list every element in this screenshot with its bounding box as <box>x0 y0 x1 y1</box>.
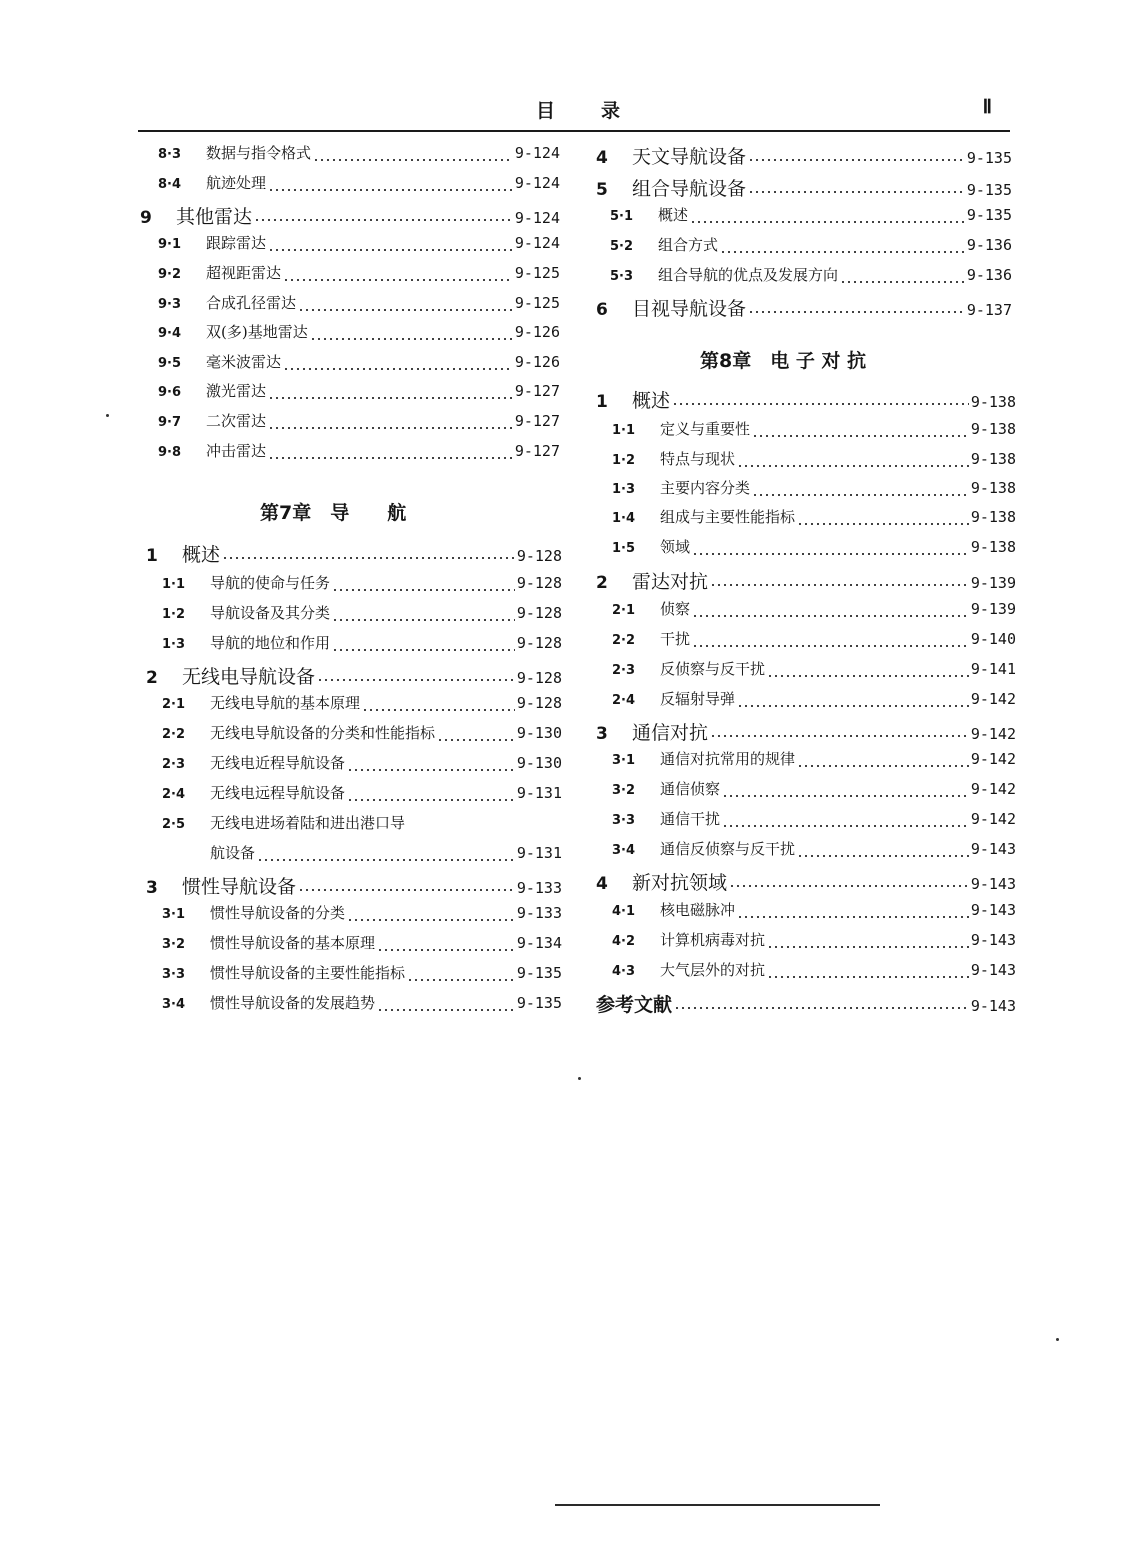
toc-leader-dots <box>222 557 515 559</box>
toc-entry-page: 9-128 <box>516 547 562 565</box>
toc-entry <box>146 540 562 566</box>
toc-entry <box>158 351 560 377</box>
toc-leader-dots <box>729 885 969 887</box>
toc-leader-dots <box>377 1009 515 1011</box>
toc-entry-page: 9-138 <box>970 420 1016 438</box>
toc-entry-page: 9-124 <box>514 209 560 227</box>
toc-entry-page: 9-124 <box>514 144 560 162</box>
toc-leader-dots <box>347 769 515 771</box>
toc-entry-page: 9-126 <box>514 323 560 341</box>
toc-leader-dots <box>332 619 515 621</box>
toc-entry <box>162 722 562 748</box>
toc-entry-number: 2·4 <box>162 787 186 802</box>
toc-entry-number: 4 <box>596 874 608 894</box>
toc-entry-number: 2·5 <box>162 817 186 832</box>
toc-entry-page: 9-142 <box>970 780 1016 798</box>
toc-entry <box>612 477 1016 503</box>
toc-entry-number: 2·1 <box>162 697 186 712</box>
toc-entry-page: 9-128 <box>516 574 562 592</box>
toc-entry-page: 9-130 <box>516 754 562 772</box>
toc-entry-title: 无线电进场着陆和进出港口导 <box>210 814 406 832</box>
toc-entry-title: 超视距雷达 <box>206 264 282 282</box>
toc-leader-dots <box>710 735 969 737</box>
toc-entry-title: 组合方式 <box>658 236 719 254</box>
toc-entry-number: 1·3 <box>162 637 186 652</box>
toc-leader-dots <box>748 159 965 161</box>
toc-leader-dots <box>797 855 969 857</box>
toc-entry-page: 9-138 <box>970 450 1016 468</box>
toc-entry-page: 9-128 <box>516 604 562 622</box>
toc-entry-page: 9-142 <box>970 690 1016 708</box>
toc-entry-number: 3 <box>146 878 158 898</box>
toc-entry-number: 9·1 <box>158 237 182 252</box>
toc-entry-title: 概述 <box>632 390 671 412</box>
toc-entry-title: 导航的使命与任务 <box>210 574 331 592</box>
toc-leader-dots <box>722 825 969 827</box>
toc-entry-number: 1 <box>146 546 158 566</box>
toc-entry <box>158 262 560 288</box>
toc-entry <box>158 292 560 318</box>
toc-entry-page: 9-133 <box>516 879 562 897</box>
toc-leader-dots <box>268 189 513 191</box>
toc-entry-page: 9-133 <box>516 904 562 922</box>
toc-entry <box>162 932 562 958</box>
toc-entry-number: 1·4 <box>612 511 636 526</box>
toc-entry-page: 9-139 <box>970 600 1016 618</box>
toc-leader-dots <box>737 705 969 707</box>
toc-leader-dots <box>332 649 515 651</box>
toc-entry-number: 1 <box>596 392 608 412</box>
toc-entry-number: 3·2 <box>612 783 636 798</box>
toc-entry-title: 计算机病毒对抗 <box>660 931 766 949</box>
toc-entry-page: 9-124 <box>514 234 560 252</box>
toc-leader-dots <box>257 859 515 861</box>
toc-entry-number: 4·1 <box>612 904 636 919</box>
toc-entry-number: 3·3 <box>612 813 636 828</box>
toc-entry-page: 9-124 <box>514 174 560 192</box>
toc-leader-dots <box>254 219 513 221</box>
toc-entry-number: 9·5 <box>158 356 182 371</box>
toc-entry-page: 9-143 <box>970 997 1016 1015</box>
toc-leader-dots <box>692 645 969 647</box>
toc-entry-title: 无线电导航设备 <box>182 666 316 688</box>
toc-entry-number: 3·2 <box>162 937 186 952</box>
toc-entry <box>158 142 560 168</box>
toc-entry-title: 合成孔径雷达 <box>206 294 297 312</box>
toc-entry-page: 9-134 <box>516 934 562 952</box>
toc-entry-number: 5·1 <box>610 209 634 224</box>
toc-entry-title: 通信对抗 <box>632 722 709 744</box>
toc-entry-title: 通信反侦察与反干扰 <box>660 840 796 858</box>
toc-entry-page: 9-138 <box>970 479 1016 497</box>
toc-entry-number: 3·1 <box>162 907 186 922</box>
toc-leader-dots <box>748 311 965 313</box>
toc-leader-dots <box>268 427 513 429</box>
toc-entry-title: 天文导航设备 <box>632 146 747 168</box>
toc-entry-title: 二次雷达 <box>206 412 267 430</box>
toc-leader-dots <box>268 397 513 399</box>
footer-divider <box>555 1504 880 1506</box>
toc-entry-page: 9-138 <box>970 508 1016 526</box>
toc-leader-dots <box>737 465 969 467</box>
toc-entry-number: 9 <box>140 208 152 228</box>
toc-entry-page: 9-143 <box>970 901 1016 919</box>
toc-entry-number: 5·2 <box>610 239 634 254</box>
toc-entry-page: 9-125 <box>514 294 560 312</box>
scan-speck <box>578 1077 581 1080</box>
toc-entry <box>158 440 560 466</box>
toc-entry <box>162 782 562 808</box>
toc-leader-dots <box>692 615 969 617</box>
toc-entry-number: 2·2 <box>162 727 186 742</box>
toc-entry-page: 9-142 <box>970 725 1016 743</box>
toc-entry-title: 干扰 <box>660 630 691 648</box>
toc-entry <box>162 812 562 838</box>
toc-leader-dots <box>283 279 513 281</box>
toc-leader-dots <box>690 221 965 223</box>
toc-entry-title: 反侦察与反干扰 <box>660 660 766 678</box>
toc-entry-title: 冲击雷达 <box>206 442 267 460</box>
toc-entry <box>596 567 1016 593</box>
toc-entry-page: 9-131 <box>516 844 562 862</box>
toc-entry-number: 3·4 <box>612 843 636 858</box>
toc-entry-title: 通信干扰 <box>660 810 721 828</box>
toc-entry-page: 9-143 <box>970 931 1016 949</box>
toc-entry-number: 2·2 <box>612 633 636 648</box>
toc-entry <box>158 410 560 436</box>
toc-entry-number: 1·1 <box>162 577 186 592</box>
toc-entry-title: 其他雷达 <box>176 206 253 228</box>
toc-entry-title: 毫米波雷达 <box>206 353 282 371</box>
toc-entry-number: 9·8 <box>158 445 182 460</box>
toc-entry-page: 9-125 <box>514 264 560 282</box>
toc-leader-dots <box>748 191 965 193</box>
toc-entry <box>162 752 562 778</box>
toc-entry <box>162 902 562 928</box>
toc-entry-page: 9-128 <box>516 694 562 712</box>
toc-entry-number: 9·3 <box>158 297 182 312</box>
toc-entry-title: 导航设备及其分类 <box>210 604 331 622</box>
toc-entry-number: 4·3 <box>612 964 636 979</box>
toc-entry-number: 3·3 <box>162 967 186 982</box>
toc-entry-title: 目视导航设备 <box>632 298 747 320</box>
scan-speck <box>106 414 109 417</box>
toc-entry-page: 9-135 <box>966 149 1012 167</box>
toc-entry <box>596 868 1016 894</box>
toc-entry-page: 9-140 <box>970 630 1016 648</box>
toc-entry-number: 8·3 <box>158 147 182 162</box>
toc-entry-title: 领域 <box>660 538 691 556</box>
toc-leader-dots <box>298 309 513 311</box>
toc-entry-title: 跟踪雷达 <box>206 234 267 252</box>
toc-entry-number: 5 <box>596 180 608 200</box>
toc-entry-page: 9-135 <box>516 964 562 982</box>
toc-entry <box>162 692 562 718</box>
toc-entry-number: 1·2 <box>162 607 186 622</box>
toc-entry-number: 1·3 <box>612 482 636 497</box>
toc-entry-title: 参考文献 <box>596 994 673 1016</box>
toc-entry-number: 9·4 <box>158 326 182 341</box>
toc-entry-title: 侦察 <box>660 600 691 618</box>
toc-entry-number: 2·4 <box>612 693 636 708</box>
toc-entry <box>146 662 562 688</box>
toc-entry-title: 组成与主要性能指标 <box>660 508 796 526</box>
toc-leader-dots <box>377 949 515 951</box>
toc-entry-number: 9·6 <box>158 385 182 400</box>
toc-entry-title: 航迹处理 <box>206 174 267 192</box>
toc-entry <box>612 628 1016 654</box>
toc-leader-dots <box>407 979 515 981</box>
toc-entry <box>610 264 1012 290</box>
toc-leader-dots <box>767 946 969 948</box>
toc-entry <box>162 992 562 1018</box>
toc-entry <box>146 872 562 898</box>
toc-entry <box>612 808 1016 834</box>
toc-leader-dots <box>268 249 513 251</box>
header-title: 目录 <box>536 100 667 122</box>
toc-entry-number: 1·5 <box>612 541 636 556</box>
toc-entry-title: 通信侦察 <box>660 780 721 798</box>
toc-entry-number: 1·1 <box>612 423 636 438</box>
toc-entry-page: 9-128 <box>516 634 562 652</box>
toc-entry-number: 4 <box>596 148 608 168</box>
toc-entry-page: 9-138 <box>970 393 1016 411</box>
toc-entry <box>612 959 1016 985</box>
toc-entry-title: 惯性导航设备的主要性能指标 <box>210 964 406 982</box>
toc-leader-dots <box>752 435 969 437</box>
toc-entry-title: 导航的地位和作用 <box>210 634 331 652</box>
toc-entry-number: 4·2 <box>612 934 636 949</box>
toc-entry-page: 9-136 <box>966 266 1012 284</box>
toc-entry-page: 9-139 <box>970 574 1016 592</box>
toc-entry <box>596 990 1016 1016</box>
page-header <box>138 96 1010 124</box>
toc-entry <box>596 386 1016 412</box>
toc-entry-number: 2·3 <box>162 757 186 772</box>
toc-entry-title: 主要内容分类 <box>660 479 751 497</box>
toc-leader-dots <box>692 553 969 555</box>
toc-leader-dots <box>362 709 515 711</box>
toc-entry-number: 6 <box>596 300 608 320</box>
toc-entry <box>162 602 562 628</box>
toc-leader-dots <box>767 675 969 677</box>
toc-entry-page: 9-137 <box>966 301 1012 319</box>
toc-entry-title: 反辐射导弹 <box>660 690 736 708</box>
toc-entry-page: 9-127 <box>514 382 560 400</box>
toc-entry <box>612 688 1016 714</box>
toc-entry-title: 双(多)基地雷达 <box>206 323 308 341</box>
toc-entry <box>162 842 562 868</box>
toc-entry <box>162 572 562 598</box>
toc-entry-title: 核电磁脉冲 <box>660 901 736 919</box>
toc-leader-dots <box>268 457 513 459</box>
toc-entry-title: 惯性导航设备 <box>182 876 297 898</box>
toc-entry <box>610 204 1012 230</box>
toc-entry-page: 9-141 <box>970 660 1016 678</box>
toc-entry-title: 惯性导航设备的发展趋势 <box>210 994 376 1012</box>
toc-entry-page: 9-131 <box>516 784 562 802</box>
toc-leader-dots <box>767 976 969 978</box>
toc-leader-dots <box>310 338 513 340</box>
toc-entry-number: 1·2 <box>612 453 636 468</box>
toc-leader-dots <box>298 889 515 891</box>
toc-entry-title: 无线电导航设备的分类和性能指标 <box>210 724 436 742</box>
toc-entry-title: 特点与现状 <box>660 450 736 468</box>
toc-entry-number: 9·2 <box>158 267 182 282</box>
toc-entry-title: 概述 <box>182 544 221 566</box>
toc-entry <box>612 778 1016 804</box>
toc-entry <box>158 172 560 198</box>
toc-entry <box>158 380 560 406</box>
toc-entry-number: 9·7 <box>158 415 182 430</box>
toc-entry-page: 9-143 <box>970 961 1016 979</box>
toc-entry-page: 9-127 <box>514 442 560 460</box>
toc-entry-title: 航设备 <box>210 844 256 862</box>
toc-entry-page: 9-135 <box>966 181 1012 199</box>
toc-entry-number: 2·3 <box>612 663 636 678</box>
toc-entry-page: 9-127 <box>514 412 560 430</box>
header-page-number: Ⅱ <box>982 97 992 118</box>
toc-leader-dots <box>674 1007 969 1009</box>
toc-entry <box>612 658 1016 684</box>
toc-entry <box>596 294 1012 320</box>
toc-entry-title: 惯性导航设备的基本原理 <box>210 934 376 952</box>
toc-leader-dots <box>672 403 969 405</box>
toc-entry <box>596 174 1012 200</box>
toc-entry-page: 9-136 <box>966 236 1012 254</box>
toc-leader-dots <box>437 739 515 741</box>
toc-entry <box>162 962 562 988</box>
toc-entry-title: 无线电远程导航设备 <box>210 784 346 802</box>
toc-leader-dots <box>752 494 969 496</box>
toc-leader-dots <box>710 584 969 586</box>
toc-leader-dots <box>720 251 965 253</box>
toc-entry-title: 无线电近程导航设备 <box>210 754 346 772</box>
toc-entry <box>596 718 1016 744</box>
toc-leader-dots <box>347 799 515 801</box>
toc-entry <box>158 321 560 347</box>
toc-entry-title: 组合导航的优点及发展方向 <box>658 266 839 284</box>
toc-entry <box>612 418 1016 444</box>
chapter-8-heading: 第8章 电 子 对 抗 <box>700 350 867 372</box>
toc-entry <box>612 536 1016 562</box>
header-divider <box>138 130 1010 132</box>
toc-entry <box>612 899 1016 925</box>
toc-entry <box>612 929 1016 955</box>
toc-entry-title: 数据与指令格式 <box>206 144 312 162</box>
toc-entry <box>612 506 1016 532</box>
toc-leader-dots <box>797 765 969 767</box>
toc-entry-title: 概述 <box>658 206 689 224</box>
toc-entry-page: 9-142 <box>970 810 1016 828</box>
toc-entry-title: 组合导航设备 <box>632 178 747 200</box>
toc-entry-page: 9-143 <box>970 840 1016 858</box>
toc-entry <box>612 838 1016 864</box>
toc-entry-page: 9-135 <box>516 994 562 1012</box>
toc-leader-dots <box>332 589 515 591</box>
toc-entry-title: 新对抗领域 <box>632 872 728 894</box>
toc-entry-title: 雷达对抗 <box>632 571 709 593</box>
chapter-7-heading: 第7章 导 航 <box>260 502 407 524</box>
toc-leader-dots <box>313 159 513 161</box>
toc-entry-number: 2 <box>596 573 608 593</box>
toc-entry <box>612 598 1016 624</box>
toc-entry-page: 9-126 <box>514 353 560 371</box>
toc-entry-page: 9-138 <box>970 538 1016 556</box>
toc-entry-page: 9-142 <box>970 750 1016 768</box>
toc-entry-number: 5·3 <box>610 269 634 284</box>
toc-leader-dots <box>347 919 515 921</box>
toc-entry <box>612 748 1016 774</box>
toc-entry-number: 3·1 <box>612 753 636 768</box>
toc-entry <box>158 232 560 258</box>
toc-leader-dots <box>722 795 969 797</box>
toc-entry <box>140 202 560 228</box>
toc-entry-title: 无线电导航的基本原理 <box>210 694 361 712</box>
toc-leader-dots <box>797 523 969 525</box>
toc-entry <box>610 234 1012 260</box>
toc-entry-page: 9-128 <box>516 669 562 687</box>
toc-entry-title: 惯性导航设备的分类 <box>210 904 346 922</box>
toc-entry-page: 9-135 <box>966 206 1012 224</box>
toc-leader-dots <box>840 281 965 283</box>
toc-entry <box>596 142 1012 168</box>
toc-entry-title: 激光雷达 <box>206 382 267 400</box>
toc-entry-number: 3 <box>596 724 608 744</box>
toc-entry-title: 大气层外的对抗 <box>660 961 766 979</box>
toc-entry-number: 3·4 <box>162 997 186 1012</box>
toc-entry-number: 8·4 <box>158 177 182 192</box>
toc-entry <box>612 448 1016 474</box>
toc-leader-dots <box>737 916 969 918</box>
toc-leader-dots <box>283 368 513 370</box>
toc-entry-title: 通信对抗常用的规律 <box>660 750 796 768</box>
toc-entry-number: 2 <box>146 668 158 688</box>
toc-entry <box>162 632 562 658</box>
toc-entry-number: 2·1 <box>612 603 636 618</box>
toc-entry-page: 9-143 <box>970 875 1016 893</box>
toc-leader-dots <box>317 679 515 681</box>
toc-entry-page: 9-130 <box>516 724 562 742</box>
scan-speck <box>1056 1338 1059 1341</box>
toc-entry-title: 定义与重要性 <box>660 420 751 438</box>
